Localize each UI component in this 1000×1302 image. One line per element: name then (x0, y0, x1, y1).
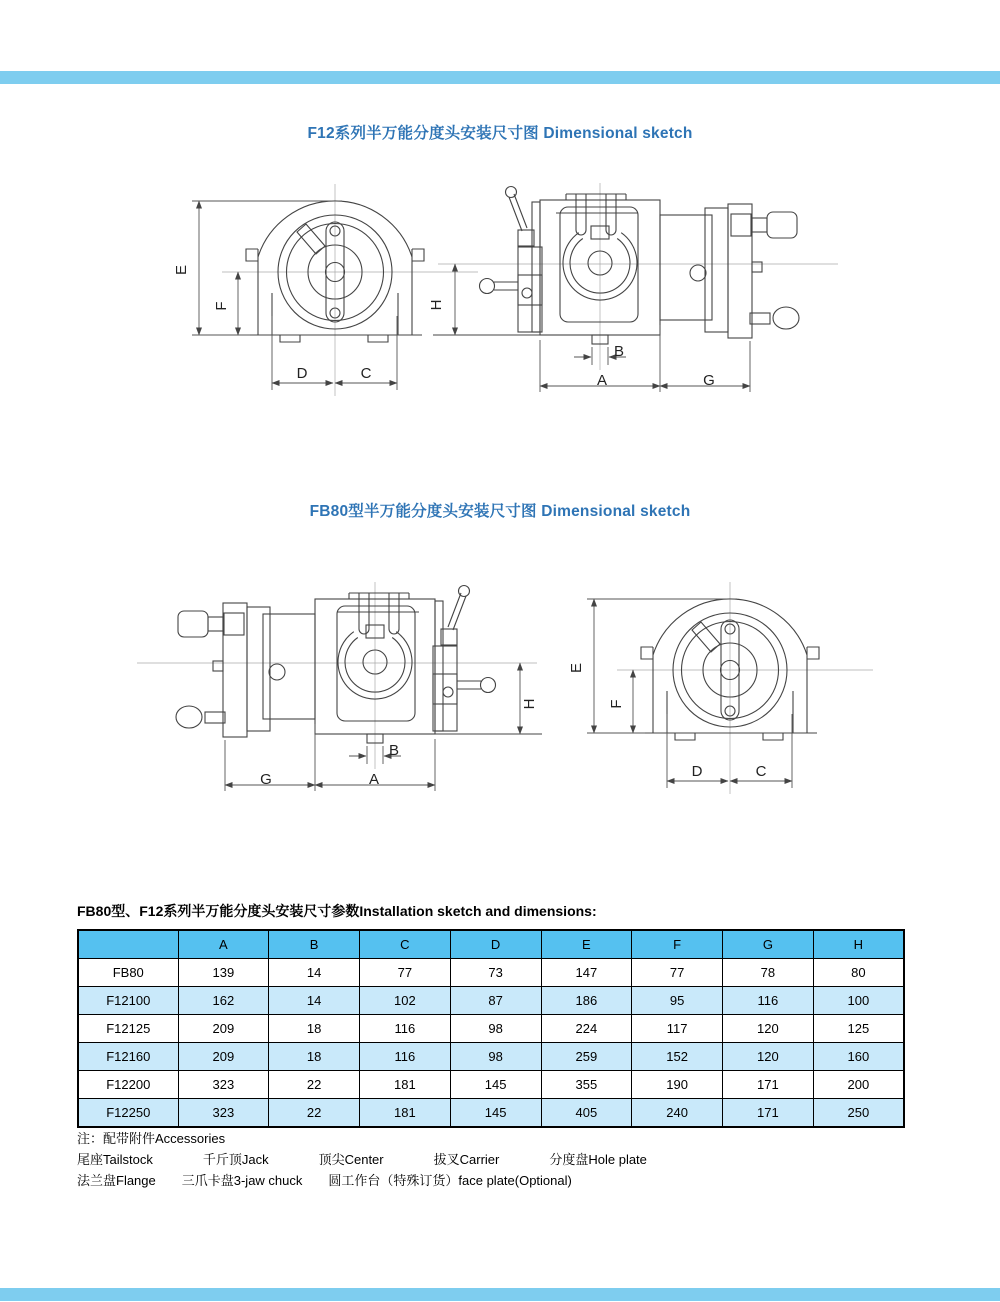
model-cell: F12200 (78, 1071, 178, 1099)
dim-label-c: C (755, 763, 767, 780)
f12-dimensional-drawing (0, 175, 1000, 410)
table-header-row (78, 930, 904, 959)
fb80-front-view (587, 582, 873, 794)
header-cell-a: A (178, 930, 269, 959)
header-cell-g: G (723, 930, 814, 959)
model-cell: F12100 (78, 987, 178, 1015)
dim-label-g: G (703, 372, 715, 389)
notes-line-2: 尾座Tailstock 千斤顶Jack 顶尖Center 拔叉Carrier 分度盘Hole plate (77, 1152, 647, 1167)
header-cell-model (78, 930, 178, 959)
dim-label-g: G (260, 771, 272, 788)
dim-label-b: B (613, 343, 625, 360)
header-cell-f: F (632, 930, 723, 959)
dim-label-f: F (213, 301, 230, 311)
bottom-accent-bar (0, 1288, 1000, 1301)
dim-label-d: D (691, 763, 703, 780)
fb80-section-title: FB80型半万能分度头安装尺寸图 Dimensional sketch (309, 503, 691, 520)
header-cell-e: E (541, 930, 632, 959)
model-cell: F12160 (78, 1043, 178, 1071)
dim-label-f: F (608, 699, 625, 709)
dim-label-e: E (173, 264, 190, 276)
table-row: F12200 323 22 181 145 355 190 171 200 (78, 1071, 904, 1099)
dim-label-c: C (360, 365, 372, 382)
notes-line-1: 注：配带附件Accessories (77, 1131, 226, 1146)
table-caption: FB80型、F12系列半万能分度头安装尺寸参数Installation sketch and dimensions: (77, 903, 597, 919)
dimensions-table (77, 929, 905, 1128)
dim-label-h: H (428, 299, 445, 311)
top-accent-bar (0, 71, 1000, 84)
model-cell: FB80 (78, 959, 178, 987)
fb80-side-view (137, 582, 542, 791)
dim-label-d: D (296, 365, 308, 382)
header-cell-d: D (450, 930, 541, 959)
dim-label-a: A (596, 372, 608, 389)
table-row: FB80 139 14 77 73 147 77 78 80 (78, 959, 904, 987)
f12-front-view (192, 184, 478, 396)
dim-label-a: A (368, 771, 380, 788)
header-cell-c: C (360, 930, 451, 959)
model-cell: F12250 (78, 1099, 178, 1128)
fb80-dimensional-drawing (0, 570, 1000, 815)
table-row: F12250 323 22 181 145 405 240 171 250 (78, 1099, 904, 1128)
f12-section-title: F12系列半万能分度头安装尺寸图 Dimensional sketch (307, 125, 693, 142)
table-row: F12160 209 18 116 98 259 152 120 160 (78, 1043, 904, 1071)
notes (77, 1128, 697, 1191)
table-row: F12125 209 18 116 98 224 117 120 125 (78, 1015, 904, 1043)
header-cell-b: B (269, 930, 360, 959)
notes-line-3: 法兰盘Flange 三爪卡盘3-jaw chuck 圆工作台（特殊订货）face plate(Optional) (77, 1173, 572, 1188)
dim-label-b: B (388, 742, 400, 759)
table-row: F12100 162 14 102 87 186 95 116 100 (78, 987, 904, 1015)
dim-label-h: H (521, 698, 538, 710)
f12-side-view (433, 183, 838, 392)
dim-label-e: E (568, 662, 585, 674)
header-cell-h: H (813, 930, 904, 959)
model-cell: F12125 (78, 1015, 178, 1043)
